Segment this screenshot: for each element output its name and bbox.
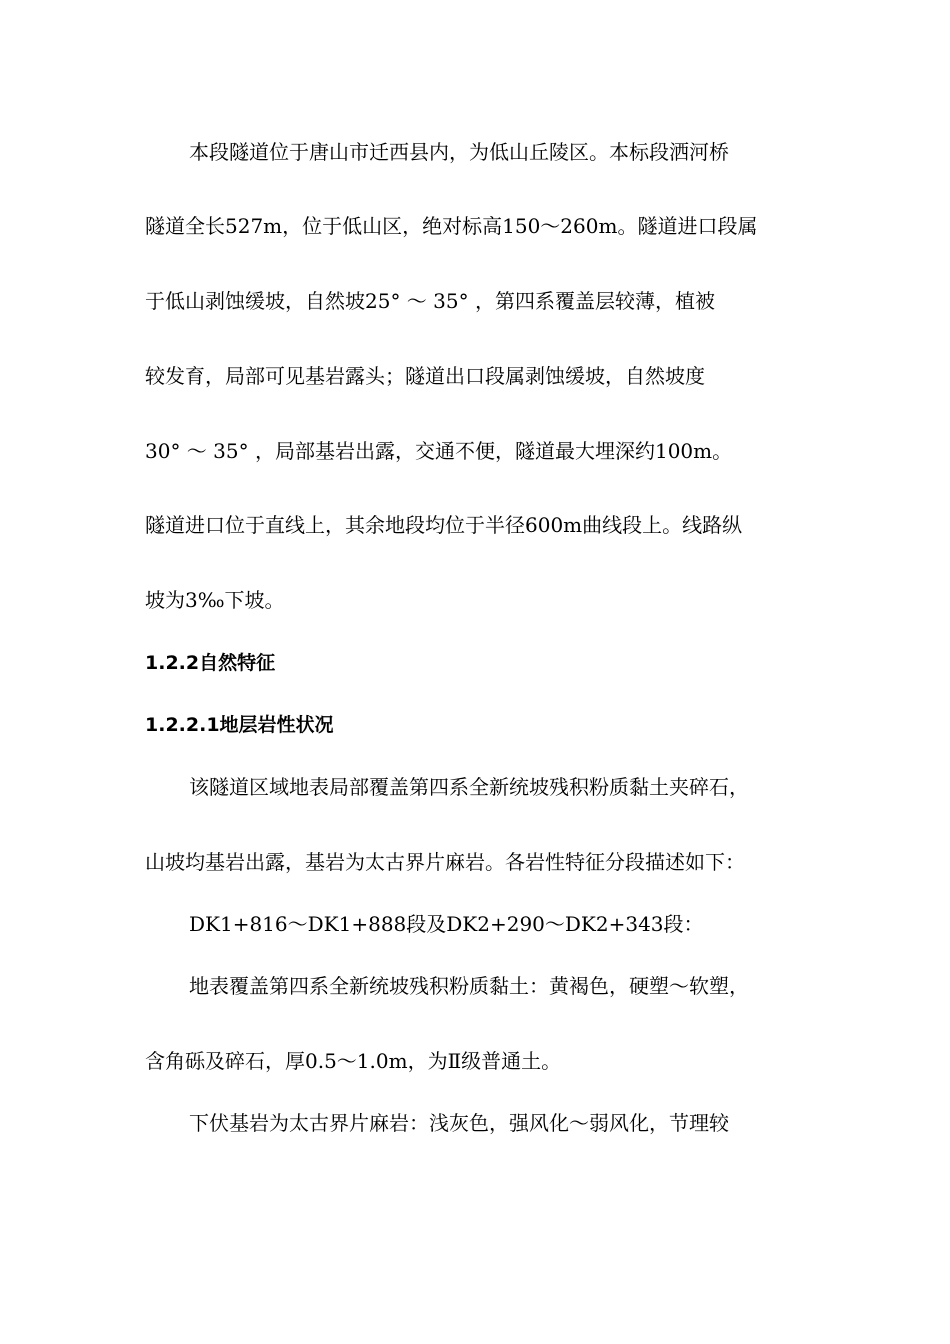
paragraph-line: 本段隧道位于唐山市迁西县内，为低山丘陵区。本标段洒河桥 [189,140,729,164]
section-label: DK1+816～DK1+888段及DK2+290～DK2+343段： [189,912,704,936]
paragraph-line: 隧道全长527m，位于低山区，绝对标高150～260m。隧道进口段属 [145,214,758,238]
paragraph-line: 地表覆盖第四系全新统坡残积粉质黏土：黄褐色，硬塑～软塑， [189,974,749,998]
paragraph-line: 较发育，局部可见基岩露头；隧道出口段属剥蚀缓坡，自然坡度 [145,364,705,388]
paragraph-line: 该隧道区域地表局部覆盖第四系全新统坡残积粉质黏土夹碎石， [189,775,749,799]
subsection-heading: 1.2.2.1地层岩性状况 [145,714,334,736]
paragraph-line: 山坡均基岩出露，基岩为太古界片麻岩。各岩性特征分段描述如下： [145,850,745,874]
paragraph-line: 隧道进口位于直线上，其余地段均位于半径600m曲线段上。线路纵 [145,513,743,537]
paragraph-line: 坡为3‰下坡。 [145,588,285,612]
paragraph-line: 于低山剥蚀缓坡，自然坡25° ～ 35° ，第四系覆盖层较薄，植被 [145,289,715,313]
paragraph-line: 下伏基岩为太古界片麻岩：浅灰色，强风化～弱风化，节理较 [189,1111,729,1135]
paragraph-line: 含角砾及碎石，厚0.5～1.0m，为Ⅱ级普通土。 [145,1049,562,1073]
paragraph-line: 30° ～ 35° ，局部基岩出露，交通不便，隧道最大埋深约100m。 [145,439,733,463]
section-heading: 1.2.2自然特征 [145,652,276,674]
